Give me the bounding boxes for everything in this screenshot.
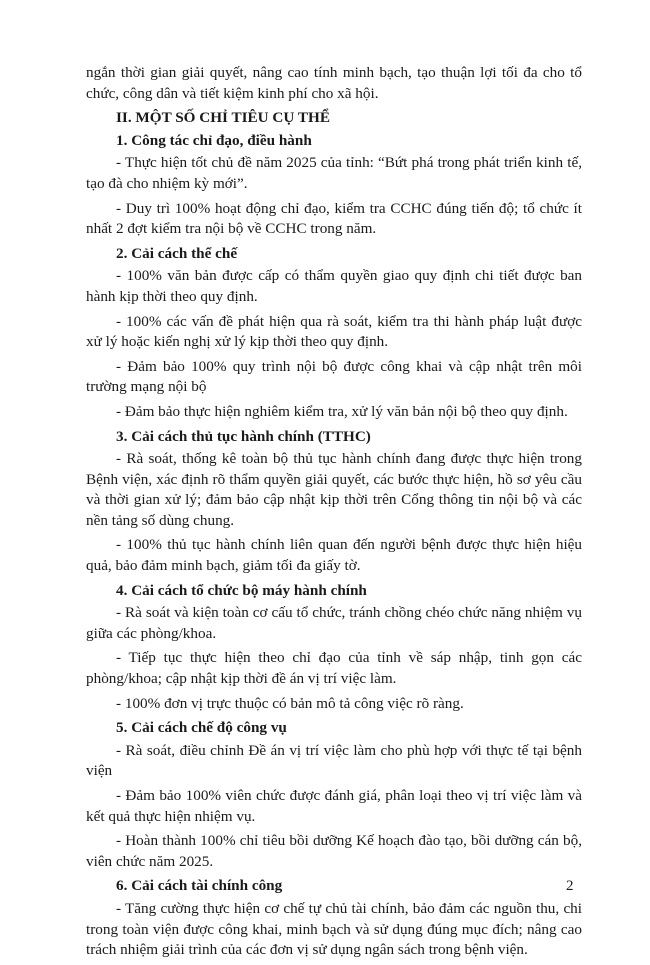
bullet-paragraph: - Hoàn thành 100% chỉ tiêu bồi dưỡng Kế hoạch đào tạo, bồi dưỡng cán bộ, viên chức năm 2025.: [86, 832, 582, 870]
section-heading: 5. Cải cách chế độ công vụ: [116, 719, 287, 737]
continued-paragraph: ngắn thời gian giải quyết, nâng cao tính minh bạch, tạo thuận lợi tối đa cho tổ chức, công dân và tiết kiệm kinh phí cho xã hội.: [86, 64, 582, 102]
bullet-paragraph: - 100% văn bản được cấp có thẩm quyền giao quy định chi tiết được ban hành kịp thời theo quy định.: [86, 267, 582, 305]
bullet-paragraph: - Rà soát và kiện toàn cơ cấu tổ chức, tránh chồng chéo chức năng nhiệm vụ giữa các phòng/khoa.: [86, 604, 582, 642]
page-body: [86, 63, 582, 965]
section-heading: 2. Cải cách thể chế: [116, 244, 238, 262]
bullet-paragraph: - Đảm bảo thực hiện nghiêm kiểm tra, xử lý văn bản nội bộ theo quy định.: [116, 402, 568, 420]
bullet-paragraph: - Rà soát, thống kê toàn bộ thủ tục hành chính đang được thực hiện trong Bệnh viện, xác định rõ thẩm quyền giải quyết, các bước thực hiện, hồ sơ yêu cầu và thời gian xử lý; đảm bảo cập nhật kịp thời trên Cổng thông tin nội bộ và các nền tảng số dùng chung.: [86, 450, 582, 529]
section-heading: II. MỘT SỐ CHỈ TIÊU CỤ THỂ: [116, 109, 330, 127]
bullet-paragraph: - Đảm bảo 100% viên chức được đánh giá, phân loại theo vị trí việc làm và kết quả thực hiện nhiệm vụ.: [86, 787, 582, 825]
section-heading: 1. Công tác chỉ đạo, điều hành: [116, 131, 312, 149]
bullet-paragraph: - 100% đơn vị trực thuộc có bản mô tả công việc rõ ràng.: [116, 694, 464, 712]
section-heading: 4. Cải cách tổ chức bộ máy hành chính: [116, 581, 367, 599]
bullet-paragraph: - 100% các vấn đề phát hiện qua rà soát, kiểm tra thi hành pháp luật được xử lý hoặc kiến nghị xử lý kịp thời theo quy định.: [86, 312, 582, 351]
bullet-paragraph: - Đảm bảo 100% quy trình nội bộ được công khai và cập nhật trên môi trường mạng nội bộ: [86, 357, 582, 396]
bullet-paragraph: - Tiếp tục thực hiện theo chỉ đạo của tỉnh về sáp nhập, tinh gọn các phòng/khoa; cập nhật kịp thời đề án vị trí việc làm.: [86, 649, 582, 688]
bullet-paragraph: - Thực hiện tốt chủ đề năm 2025 của tỉnh: “Bứt phá trong phát triển kinh tế, tạo đà cho nhiệm kỳ mới”.: [86, 154, 582, 192]
bullet-paragraph: - Tăng cường thực hiện cơ chế tự chủ tài chính, bảo đảm các nguồn thu, chi trong toàn viện được công khai, minh bạch và sử dụng đúng mục đích; nâng cao trách nhiệm giải trình của các đơn vị sử dụng ngân sách trong bệnh viện.: [86, 899, 582, 959]
bullet-paragraph: - Rà soát, điều chỉnh Đề án vị trí việc làm cho phù hợp với thực tế tại bệnh viện: [86, 741, 582, 780]
page-number: 2: [566, 878, 574, 894]
section-heading: 6. Cải cách tài chính công: [116, 877, 283, 895]
bullet-paragraph: - 100% thủ tục hành chính liên quan đến người bệnh được thực hiện hiệu quả, bảo đảm minh bạch, giảm tối đa giấy tờ.: [86, 536, 582, 575]
bullet-paragraph: - Duy trì 100% hoạt động chỉ đạo, kiểm tra CCHC đúng tiến độ; tổ chức ít nhất 2 đợt kiểm tra nội bộ về CCHC trong năm.: [86, 199, 582, 238]
section-heading: 3. Cải cách thủ tục hành chính (TTHC): [116, 427, 371, 445]
